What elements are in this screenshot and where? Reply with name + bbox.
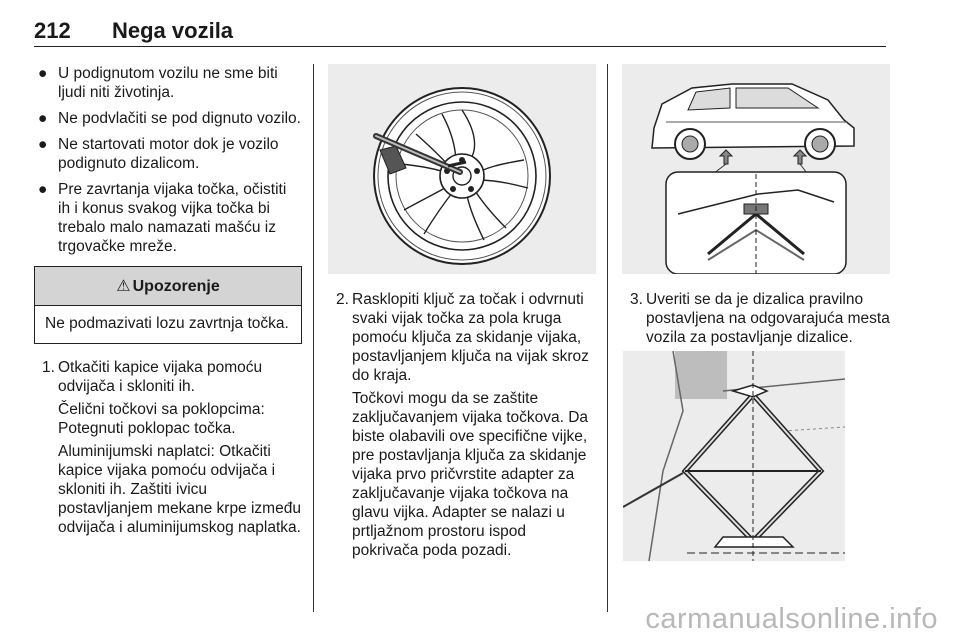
page-header [34, 16, 886, 47]
jack-closeup-illustration [623, 351, 845, 561]
warning-icon: ⚠ [116, 277, 131, 295]
bullet-icon: ● [38, 136, 48, 153]
step-2: 2. Rasklopiti ključ za točak i odvrnuti svaki vijak točka za pola kruga pomoću ključa za skidanje vijaka, postavljanjem ključa na vijak skroz do kraja. [336, 291, 589, 384]
bullet-item: ● Ne podvlačiti se pod dignuto vozilo. [38, 110, 301, 127]
chapter-title: Nega vozila [112, 18, 234, 43]
step-1: 1. Otkačiti kapice vijaka pomoću odvijača i skloniti ih. [42, 359, 263, 395]
column-3 [622, 64, 890, 561]
step-1-para-alloy: Aluminijumski naplatci: Otkačiti kapice vijaka pomoću odvijača i skloniti ih. Zaštiti ivicu postavljanjem mekane krpe između odvijača i aluminijumskog naplatka. [58, 443, 301, 536]
warning-box [34, 266, 302, 344]
column-divider-2 [607, 64, 608, 612]
step-2-para-locking-bolts: Točkovi mogu da se zaštite zaključavanjem vijaka točkova. Da biste olabavili ove specifične vijke, pre postavljanja ključa za skidanje vijaka prvo pričvrstite adapter za zaključavanje vijaka točkova na glavu vijka. Adapter se nalazi u prtljažnom prostoru ispod pokrivača poda pozadi. [352, 390, 589, 559]
column-2 [328, 64, 596, 564]
step-3: 3. Uveriti se da je dizalica pravilno postavljena na odgovarajuća mesta vozila za postavljanje dizalice. [630, 291, 890, 346]
bullet-icon: ● [38, 65, 48, 82]
column-1 [34, 64, 302, 541]
bullet-icon: ● [38, 110, 48, 127]
page-number: 212 [34, 18, 71, 43]
bullet-icon: ● [38, 181, 48, 198]
warning-header [35, 267, 301, 306]
car-jack-points-illustration [622, 64, 890, 274]
watermark: carmanualsonline.info [645, 603, 938, 635]
warning-title: Upozorenje [132, 277, 220, 295]
bullet-item: ● U podignutom vozilu ne sme biti ljudi niti životinja. [38, 65, 278, 101]
step-1-para-steel: Čelični točkovi sa poklopcima: Potegnuti poklopac točka. [58, 401, 265, 437]
column-divider-1 [313, 64, 314, 612]
wheel-wrench-illustration [328, 64, 596, 274]
bullet-item: ● Ne startovati motor dok je vozilo podignuto dizalicom. [38, 136, 279, 172]
bullet-item: ● Pre zavrtanja vijaka točka, očistiti ih i konus svakog vijka točka bi trebalo malo namazati mašću iz trgovačke mreže. [38, 181, 287, 255]
warning-body: Ne podmazivati lozu zavrtnja točka. [45, 315, 289, 332]
